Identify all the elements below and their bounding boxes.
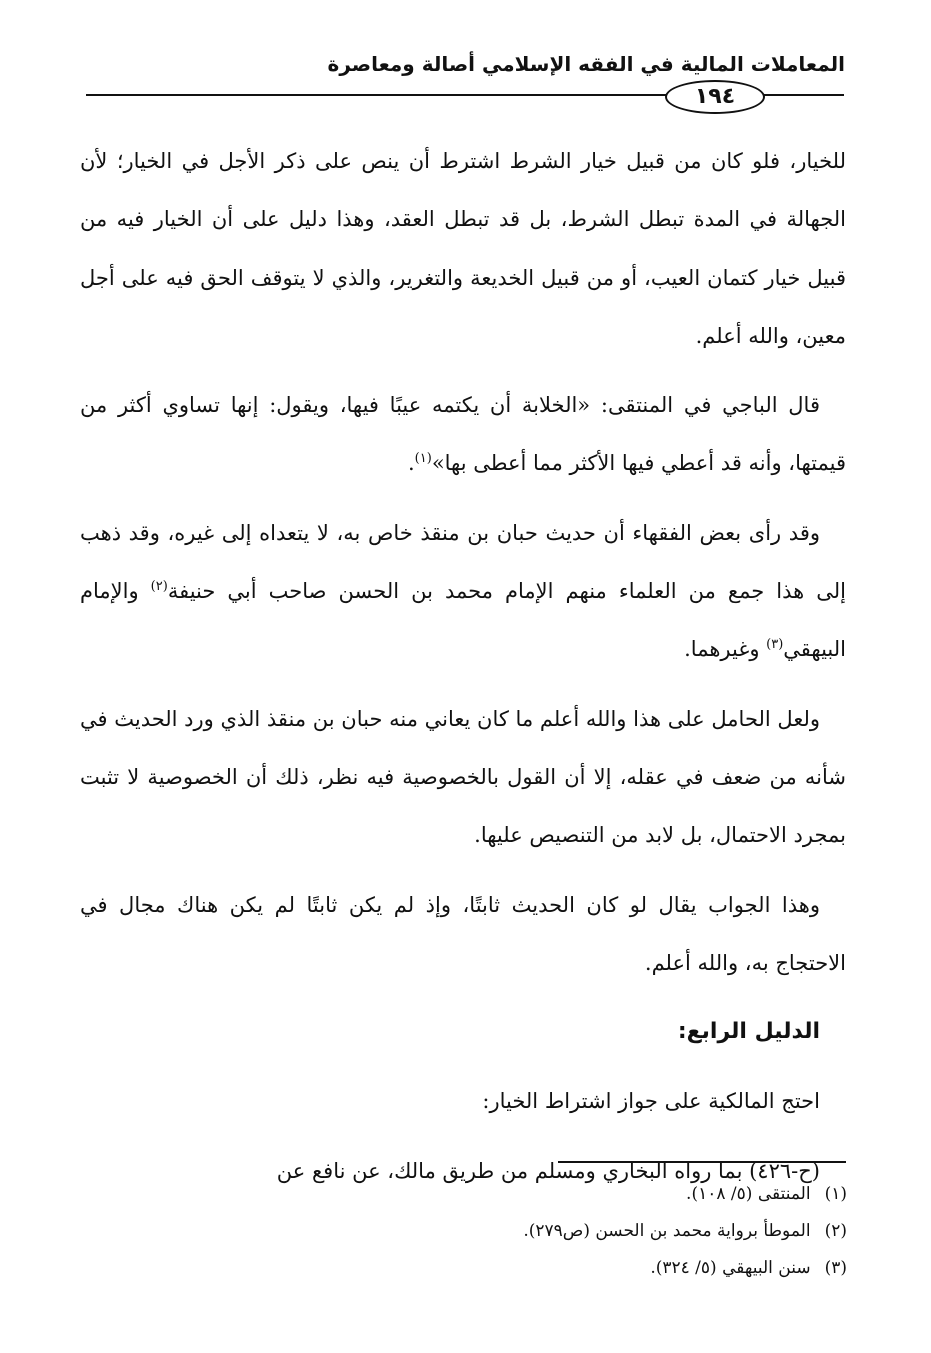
footnote-3 bbox=[147, 1250, 847, 1287]
paragraph-2 bbox=[80, 376, 846, 493]
paragraph-3 bbox=[80, 504, 846, 679]
footnote-ref-2: (٢) bbox=[150, 579, 168, 595]
main-text bbox=[80, 132, 846, 1211]
header-rule-left bbox=[86, 94, 666, 96]
footnote-text: سنن البيهقي (٥/ ٣٢٤). bbox=[650, 1258, 811, 1278]
footnote-text: الموطأ برواية محمد بن الحسن (ص٢٧٩). bbox=[523, 1221, 811, 1241]
paragraph-5: وهذا الجواب يقال لو كان الحديث ثابتًا، وإذ لم يكن ثابتًا لم يكن هناك مجال في الاحتجاج به، والله أعلم. bbox=[80, 892, 846, 975]
quote-end: . bbox=[407, 451, 415, 476]
footnote-number: (١) bbox=[824, 1184, 847, 1204]
paragraph-3-start: وقد رأى بعض الفقهاء أن حديث حبان بن منقذ خاص به، لا يتعداه إلى غيره، وقد ذهب إلى هذا جمع من العلماء منهم الإمام محمد بن الحسن صاحب أبي حنيفة bbox=[80, 520, 847, 604]
footnote-number: (٢) bbox=[824, 1221, 847, 1241]
footnote-text: المنتقى (٥/ ١٠٨). bbox=[686, 1184, 811, 1204]
footnote-ref-1: (١) bbox=[414, 451, 432, 467]
header-rule-right bbox=[762, 94, 844, 96]
section-heading: الدليل الرابع: bbox=[677, 1019, 820, 1045]
paragraph-3-middle: والإمام البيهقي bbox=[80, 579, 846, 662]
paragraph-1: للخيار، فلو كان من قبيل خيار الشرط اشترط أن ينص على ذكر الأجل في الخيار؛ لأن الجهالة في المدة تبطل الشرط، بل قد تبطل العقد، وهذا دليل على أن الخيار فيه من قبيل خيار كتمان العيب، أو من قبيل الخديعة والتغرير، والذي لا يتوقف الحق فيه على أجل معين، والله أعلم. bbox=[80, 149, 846, 348]
paragraph-3-end: وغيرهما. bbox=[684, 637, 767, 662]
footnote-1 bbox=[147, 1176, 847, 1213]
footnote-number: (٣) bbox=[824, 1258, 847, 1278]
footnote-ref-3: (٣) bbox=[766, 637, 784, 653]
page-number-oval: ١٩٤ bbox=[665, 80, 765, 114]
footnotes bbox=[147, 1176, 847, 1287]
footnote-2 bbox=[147, 1213, 847, 1250]
quote-text: قال الباجي في المنتقى: «الخلابة أن يكتمه عيبًا فيها، ويقول: إنها تساوي أكثر من قيمتها، وأنه قد أعطي فيها الأكثر مما أعطى بها» bbox=[80, 393, 846, 476]
running-title: المعاملات المالية في الفقه الإسلامي أصالة ومعاصرة bbox=[327, 52, 845, 76]
footnote-separator bbox=[558, 1161, 846, 1163]
hadith-line: (ح-٤٢٦) بما رواه البخاري ومسلم من طريق مالك، عن نافع عن bbox=[276, 1158, 820, 1183]
paragraph-4: ولعل الحامل على هذا والله أعلم ما كان يعاني منه حبان بن منقذ الذي ورد الحديث في شأنه من ضعف في عقله، إلا أن القول بالخصوصية فيه نظر، ذلك أن الخصوصية لا تثبت بمجرد الاحتمال، بل لابد من التنصيص عليها. bbox=[80, 706, 846, 848]
argument-intro: احتج المالكية على جواز اشتراط الخيار: bbox=[482, 1089, 820, 1114]
